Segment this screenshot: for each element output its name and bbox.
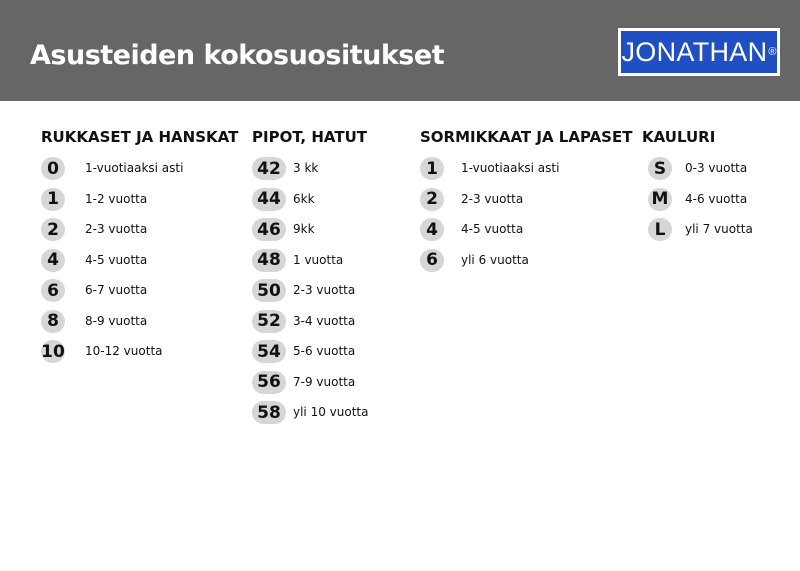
- size-badge: 44: [252, 188, 286, 211]
- size-badge: 4: [420, 218, 444, 241]
- age-label: 9kk: [293, 222, 315, 236]
- size-badge: 58: [252, 401, 286, 424]
- brand-logo: [618, 28, 780, 76]
- age-label: 1 vuotta: [293, 252, 344, 267]
- age-label: 4-5 vuotta: [85, 252, 148, 267]
- age-label: 3-4 vuotta: [293, 313, 356, 328]
- age-label: 1-vuotiaaksi asti: [85, 161, 184, 175]
- section-title: RUKKASET JA HANSKAT: [41, 128, 239, 146]
- age-label: 2-3 vuotta: [461, 191, 524, 206]
- age-label: 5-6 vuotta: [293, 344, 356, 358]
- size-badge: 6: [41, 279, 65, 302]
- size-badge: 4: [41, 249, 65, 272]
- size-badge: 52: [252, 310, 286, 333]
- age-label: yli 7 vuotta: [685, 222, 753, 236]
- size-badge: 10: [41, 341, 65, 362]
- header-banner: [0, 0, 800, 101]
- size-badge: 46: [252, 218, 286, 241]
- age-label: 6-7 vuotta: [85, 283, 148, 297]
- age-label: 6kk: [293, 191, 315, 206]
- age-label: 10-12 vuotta: [85, 344, 163, 358]
- age-label: 1-vuotiaaksi asti: [461, 161, 560, 175]
- age-label: 1-2 vuotta: [85, 191, 148, 206]
- size-badge: 6: [420, 249, 444, 272]
- section-title: SORMIKKAAT JA LAPASET: [420, 128, 633, 146]
- age-label: 2-3 vuotta: [293, 283, 356, 297]
- size-badge: M: [648, 188, 672, 211]
- size-badge: 0: [41, 157, 65, 180]
- age-label: 8-9 vuotta: [85, 313, 148, 328]
- size-badge: 48: [252, 249, 286, 272]
- size-badge: S: [648, 157, 672, 180]
- age-label: 7-9 vuotta: [293, 374, 356, 389]
- registered-mark: ®: [768, 46, 777, 58]
- size-badge: L: [648, 218, 672, 241]
- age-label: 4-5 vuotta: [461, 222, 524, 236]
- page-title: Asusteiden kokosuositukset: [30, 40, 445, 71]
- size-badge: 1: [41, 188, 65, 211]
- age-label: 4-6 vuotta: [685, 191, 748, 206]
- age-label: 3 kk: [293, 161, 319, 175]
- brand-logo-text: JONATHAN: [621, 36, 768, 67]
- size-badge: 54: [252, 340, 286, 363]
- size-badge: 56: [252, 371, 286, 394]
- size-badge: 50: [252, 279, 286, 302]
- size-badge: 8: [41, 310, 65, 333]
- size-badge: 42: [252, 157, 286, 180]
- section-title: PIPOT, HATUT: [252, 128, 367, 146]
- size-badge: 2: [420, 188, 444, 211]
- section-title: KAULURI: [642, 128, 716, 146]
- age-label: yli 10 vuotta: [293, 405, 369, 419]
- age-label: yli 6 vuotta: [461, 252, 529, 267]
- brand-logo-box: [621, 31, 777, 73]
- size-badge: 2: [41, 218, 65, 241]
- age-label: 0-3 vuotta: [685, 161, 748, 175]
- size-badge: 1: [420, 157, 444, 180]
- age-label: 2-3 vuotta: [85, 222, 148, 236]
